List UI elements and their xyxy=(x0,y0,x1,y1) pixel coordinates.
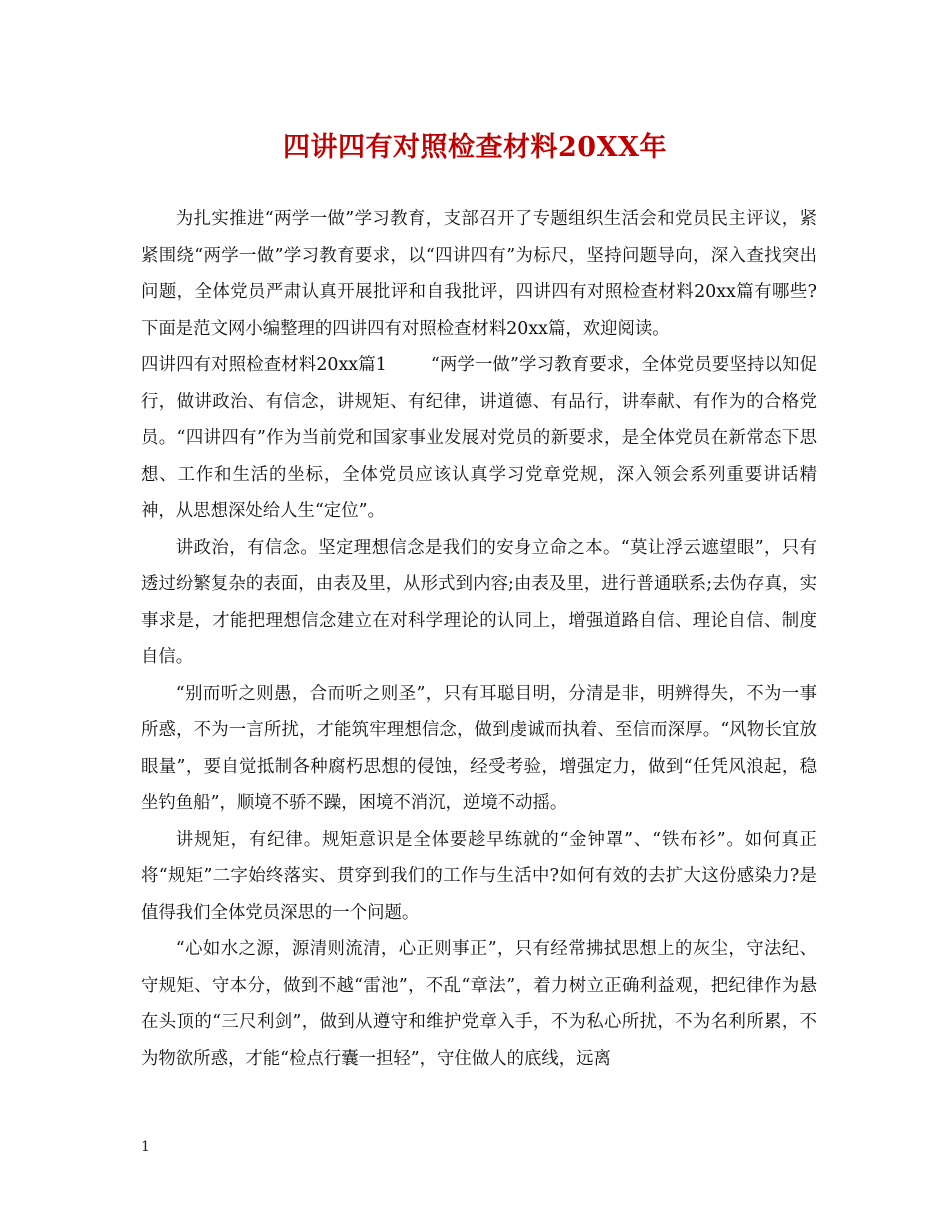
paragraph-intro: 为扎实推进“两学一做”学习教育，支部召开了专题组织生活会和党员民主评议，紧紧围绕“两学一做”学习教育要求，以“四讲四有”为标尺，坚持问题导向，深入查找突出问题，全体党员严肃认真开展批评和自我批评，四讲四有对照检查材料20xx篇有哪些?下面是范文网小编整理的四讲四有对照检查材料20xx篇，欢迎阅读。 xyxy=(141,209,817,339)
paragraph-belief: “别而听之则愚，合而听之则圣”，只有耳聪目明，分清是非，明辨得失，不为一事所惑，不为一言所扰，才能筑牢理想信念，做到虔诚而执着、至信而深厚。“风物长宜放眼量”，要自觉抵制各种腐朽思想的侵蚀，经受考验，增强定力，做到“任凭风浪起，稳坐钓鱼船”，顺境不骄不躁，困境不消沉，逆境不动摇。 xyxy=(141,683,817,813)
document-title: 四讲四有对照检查材料20XX年 xyxy=(283,132,667,163)
document-body xyxy=(141,201,817,1077)
section-text: “两学一做”学习教育要求，全体党员要坚持以知促行，做讲政治、有信念，讲规矩、有纪律，讲道德、有品行，讲奉献、有作为的合格党员。“四讲四有”作为当前党和国家事业发展对党员的新要求，是全体党员在新常态下思想、工作和生活的坐标，全体党员应该认真学习党章党规，深入领会系列重要讲话精神，从思想深处给人生“定位”。 xyxy=(141,355,817,521)
page-number: 1 xyxy=(141,1139,150,1155)
paragraph-section-1 xyxy=(141,347,817,530)
paragraph-rules: 讲规矩，有纪律。规矩意识是全体要趁早练就的“金钟罩”、“铁布衫”。如何真正将“规矩”二字始终落实、贯穿到我们的工作与生活中?如何有效的去扩大这份感染力?是值得我们全体党员深思的一个问题。 xyxy=(141,829,817,923)
section-heading: 四讲四有对照检查材料20xx篇1 xyxy=(141,355,387,375)
paragraph-discipline: “心如水之源，源清则流清，心正则事正”，只有经常拂拭思想上的灰尘，守法纪、守规矩、守本分，做到不越“雷池”，不乱“章法”，着力树立正确利益观，把纪律作为悬在头顶的“三尺利剑”，做到从遵守和维护党章入手，不为私心所扰，不为名利所累，不为物欲所惑，才能“检点行囊一担轻”，守住做人的底线，远离 xyxy=(141,939,817,1069)
paragraph-politics: 讲政治，有信念。坚定理想信念是我们的安身立命之本。“莫让浮云遮望眼”，只有透过纷繁复杂的表面，由表及里，从形式到内容;由表及里，进行普通联系;去伪存真，实事求是，才能把理想信念建立在对科学理论的认同上，增强道路自信、理论自信、制度自信。 xyxy=(141,537,817,667)
